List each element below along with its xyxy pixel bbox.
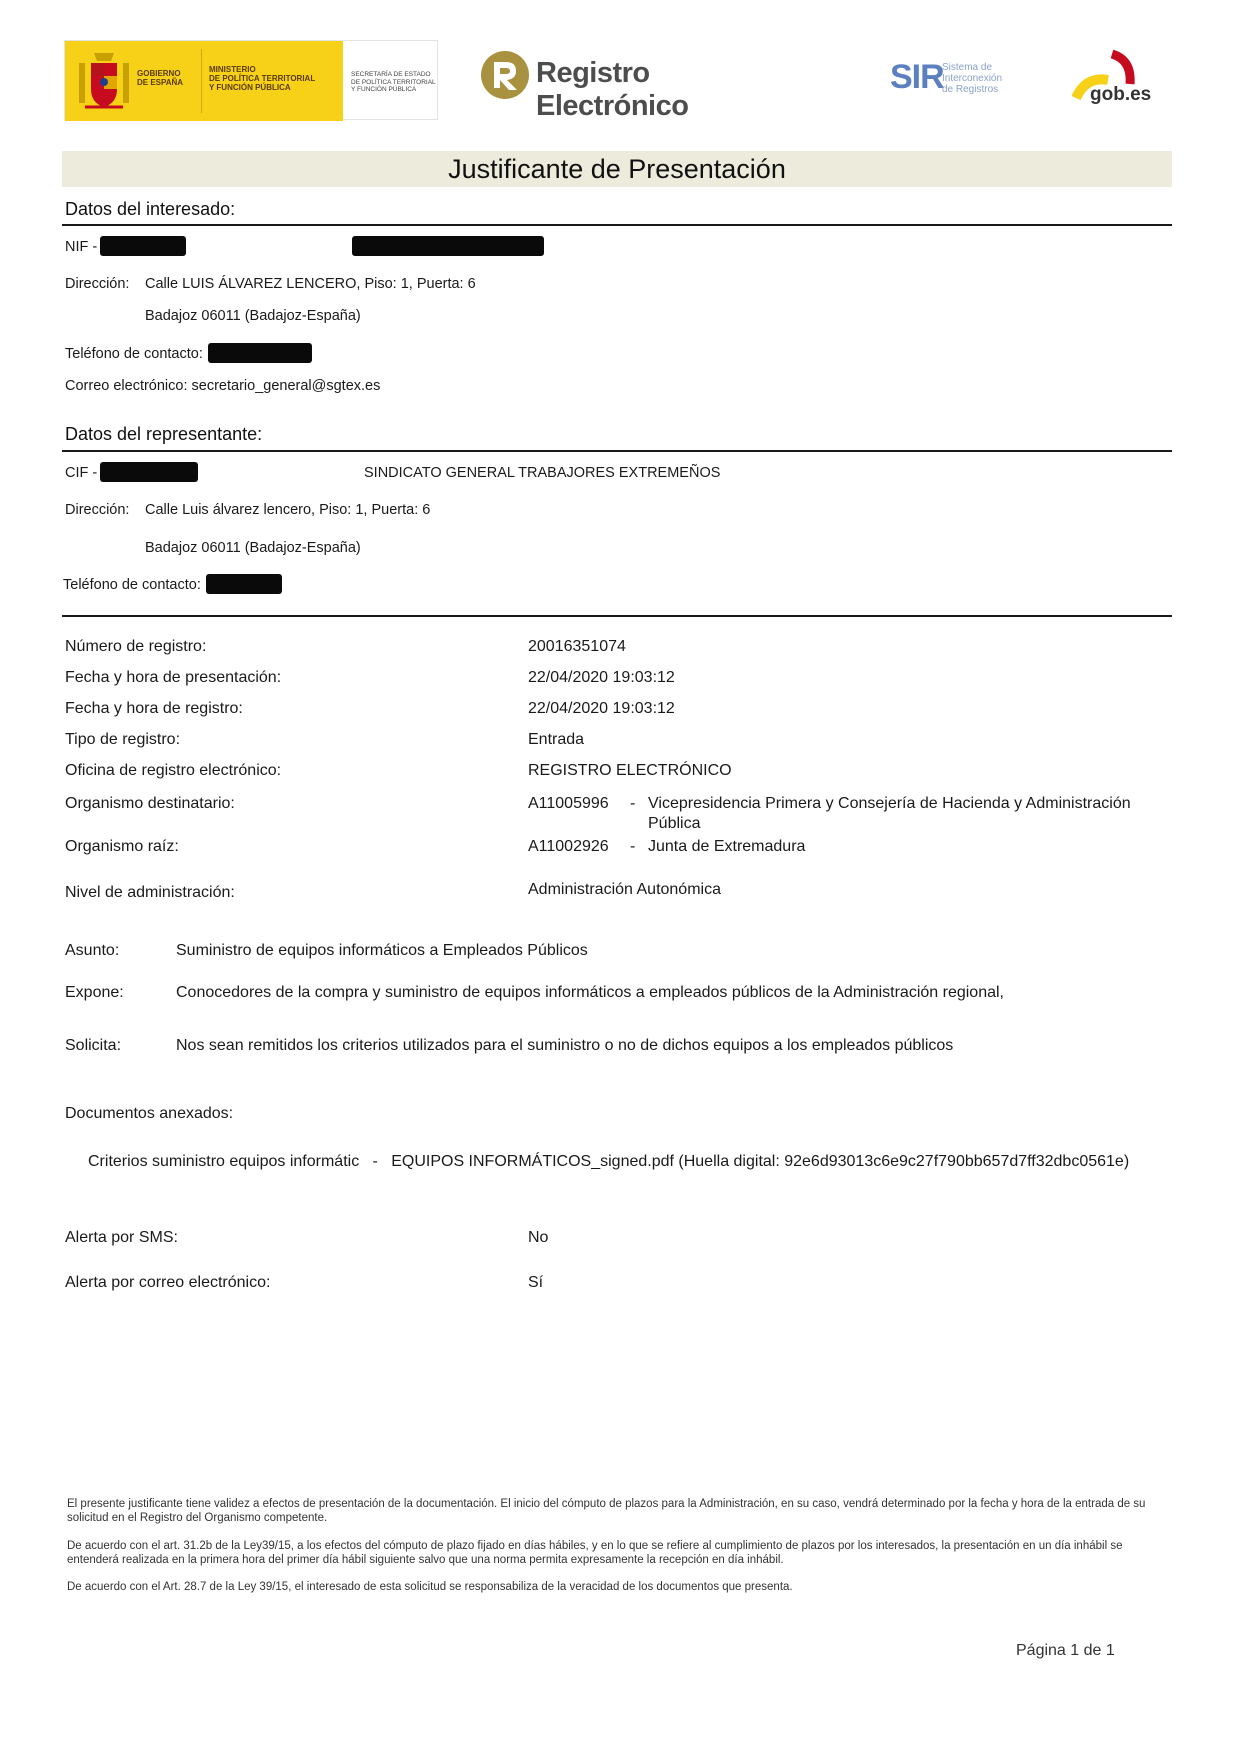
section-rule: [62, 615, 1172, 617]
oficina-label: Oficina de registro electrónico:: [65, 762, 282, 779]
alerta-email-value: Sí: [528, 1274, 544, 1291]
ministry-line-1: MINISTERIO: [209, 65, 256, 74]
gov-line-2: DE ESPAÑA: [137, 78, 184, 87]
expone-label: Expone:: [65, 984, 124, 1001]
coat-of-arms-icon: [77, 49, 131, 113]
representante-heading: Datos del representante:: [65, 424, 263, 444]
representante-nombre: SINDICATO GENERAL TRABAJORES EXTREMEÑOS: [364, 465, 721, 481]
sir-line-2: Interconexión: [942, 73, 1003, 84]
asunto-value: Suministro de equipos informáticos a Empleados Públicos: [176, 942, 588, 959]
gob-es-text: gob.es: [1090, 84, 1152, 105]
numero-registro-label: Número de registro:: [65, 638, 207, 655]
interesado-heading: Datos del interesado:: [65, 199, 236, 219]
alerta-sms-label: Alerta por SMS:: [65, 1229, 178, 1246]
sir-line-3: de Registros: [942, 84, 999, 95]
organismo-destinatario-name-line2: Pública: [648, 815, 701, 832]
alerta-sms-value: No: [528, 1229, 549, 1246]
asunto-label: Asunto:: [65, 942, 120, 959]
ministry-label: [209, 65, 315, 92]
fecha-registro-value: 22/04/2020 19:03:12: [528, 700, 675, 717]
documentos-label: Documentos anexados:: [65, 1105, 234, 1122]
government-logo-block: [64, 40, 438, 120]
interesado-telefono-label: Teléfono de contacto:: [65, 346, 203, 362]
expone-value: Conocedores de la compra y suministro de equipos informáticos a empleados públicos de la Administración regional,: [176, 984, 1004, 1001]
representante-telefono-label: Teléfono de contacto:: [63, 577, 201, 593]
fecha-presentacion-value: 22/04/2020 19:03:12: [528, 669, 675, 686]
registro-logo-icon: [480, 50, 530, 100]
ministry-line-3: Y FUNCIÓN PÚBLICA: [209, 83, 291, 92]
representante-direccion-label: Dirección:: [65, 502, 130, 518]
representante-direccion-line1: Calle Luis álvarez lencero, Piso: 1, Puerta: 6: [145, 502, 431, 518]
oficina-value: REGISTRO ELECTRÓNICO: [528, 762, 732, 779]
secretariat-line-3: Y FUNCIÓN PÚBLICA: [351, 86, 417, 93]
organismo-destinatario-code: A11005996: [528, 795, 609, 812]
secretariat-line-2: DE POLÍTICA TERRITORIAL: [351, 78, 436, 86]
footer-paragraph-1: El presente justificante tiene validez a efectos de presentación de la documentación. El inicio del cómputo de plazos para la Administración, en su caso, vendrá determinado por la fecha y hora de la entrada de su solicitud en el Registro del Organismo competente.: [67, 1498, 1146, 1524]
secretariat-line-1: SECRETARÍA DE ESTADO: [351, 71, 431, 78]
secretariat-label: [351, 71, 436, 94]
interesado-direccion-line1: Calle LUIS ÁLVAREZ LENCERO, Piso: 1, Puerta: 6: [145, 276, 476, 292]
numero-registro-value: 20016351074: [528, 638, 626, 655]
sir-mark: SIR: [890, 58, 944, 96]
redacted-cif: [100, 462, 198, 482]
interesado-direccion-label: Dirección:: [65, 276, 130, 292]
cif-label: CIF -: [65, 465, 98, 481]
sir-line-1: Sistema de: [942, 62, 993, 73]
redacted-telefono: [208, 343, 312, 363]
organismo-raiz-label: Organismo raíz:: [65, 838, 179, 855]
solicita-value: Nos sean remitidos los criterios utilizados para el suministro o no de dichos equipos a los empleados públicos: [176, 1037, 954, 1054]
redacted-name: [352, 236, 544, 256]
fecha-presentacion-label: Fecha y hora de presentación:: [65, 669, 282, 686]
registro-logo-text: Registro Electrónico: [536, 57, 689, 122]
alerta-email-label: Alerta por correo electrónico:: [65, 1274, 271, 1291]
organismo-destinatario-label: Organismo destinatario:: [65, 795, 235, 812]
organismo-destinatario-separator: -: [630, 795, 636, 812]
nivel-administracion-value: Administración Autonómica: [528, 881, 721, 898]
gov-line-1: GOBIERNO: [137, 69, 181, 78]
tipo-registro-value: Entrada: [528, 731, 585, 748]
documento-item: Criterios suministro equipos informátic - EQUIPOS INFORMÁTICOS_signed.pdf (Huella digital: 92e6d93013c6e9c27f790bb657d7ff32dbc0561e): [88, 1153, 1130, 1170]
interesado-correo: Correo electrónico: secretario_general@sgtex.es: [65, 378, 381, 394]
section-rule: [62, 224, 1172, 226]
section-rule: [62, 450, 1172, 452]
sir-caption: [942, 62, 1002, 95]
organismo-raiz-name: Junta de Extremadura: [648, 838, 806, 855]
nivel-administracion-label: Nivel de administración:: [65, 884, 235, 901]
tipo-registro-label: Tipo de registro:: [65, 731, 181, 748]
organismo-destinatario-name-line1: Vicepresidencia Primera y Consejería de Hacienda y Administración: [648, 795, 1131, 812]
organismo-raiz-code: A11002926: [528, 838, 609, 855]
nif-label: NIF -: [65, 239, 98, 255]
logo-divider: [201, 49, 202, 113]
interesado-direccion-line2: Badajoz 06011 (Badajoz-España): [145, 308, 361, 324]
ministry-line-2: DE POLÍTICA TERRITORIAL: [209, 74, 316, 83]
redacted-nif: [100, 236, 186, 256]
redacted-telefono-representante: [206, 574, 282, 594]
footer-paragraph-3: De acuerdo con el Art. 28.7 de la Ley 39/15, el interesado de esta solicitud se responsabiliza de la veracidad de los documentos que presenta.: [67, 1581, 793, 1593]
government-label: [137, 69, 183, 87]
page-number: Página 1 de 1: [1016, 1642, 1115, 1659]
sir-logo: [890, 56, 1030, 106]
footer-paragraph-2: De acuerdo con el art. 31.2b de la Ley39/15, a los efectos del cómputo de plazo fijado en días hábiles, y en lo que se refiere al cumplimiento de plazos por los interesados, la presentación en un día inhábil se entenderá realizada en la primera hora del primer día hábil siguiente salvo que una norma permita expresamente la recepción en día inhábil.: [67, 1540, 1123, 1566]
registro-electronico-logo: [480, 46, 800, 122]
representante-direccion-line2: Badajoz 06011 (Badajoz-España): [145, 540, 361, 556]
solicita-label: Solicita:: [65, 1037, 122, 1054]
organismo-raiz-separator: -: [630, 838, 636, 855]
page-title: Justificante de Presentación: [448, 154, 786, 184]
gob-es-logo: [1072, 50, 1162, 110]
title-band: [62, 151, 1172, 187]
fecha-registro-label: Fecha y hora de registro:: [65, 700, 243, 717]
